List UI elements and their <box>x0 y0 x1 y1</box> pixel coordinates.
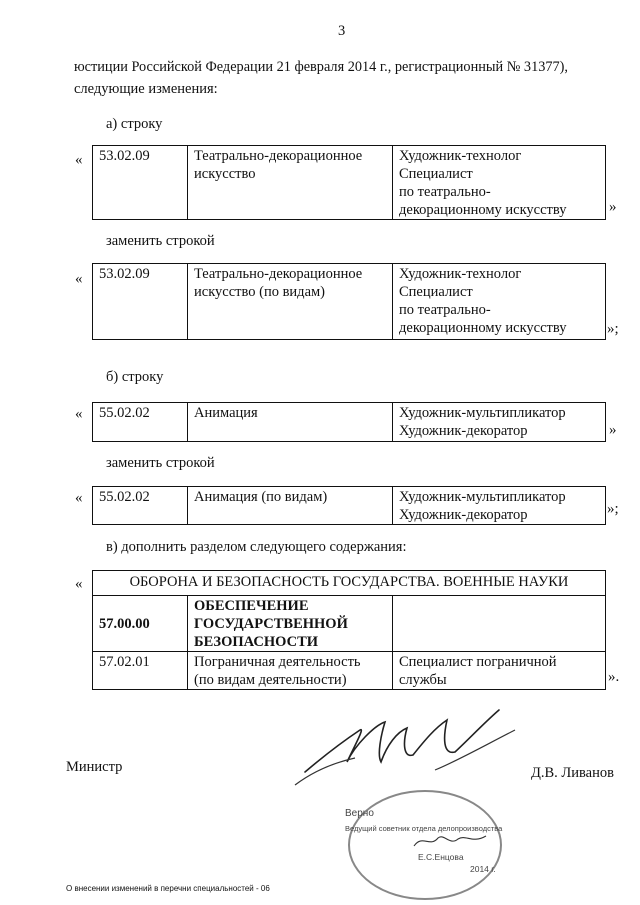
open-quote: « <box>75 490 83 506</box>
table-b-new <box>92 486 606 525</box>
qual-line: декорационному искусству <box>399 202 567 218</box>
name-cell <box>188 264 393 340</box>
qual-line: Специалист <box>399 166 473 182</box>
close-quote: » <box>609 422 617 438</box>
qual-line: Художник-мультипликатор <box>399 489 566 505</box>
qual-line: Специалист <box>399 284 473 300</box>
name-cell <box>188 652 393 690</box>
qualification-cell <box>393 652 606 690</box>
table-row <box>93 487 606 525</box>
code-cell: 53.02.09 <box>93 264 188 340</box>
open-quote: « <box>75 271 83 287</box>
table-header-row <box>93 571 606 596</box>
close-quote: » <box>609 199 617 215</box>
name-cell: Анимация (по видам) <box>188 487 393 525</box>
stamp-text-4: 2014 г. <box>470 864 496 874</box>
name-line: искусство <box>194 166 256 182</box>
qual-line: службы <box>399 672 447 688</box>
code-cell: 57.00.00 <box>93 596 188 652</box>
name-line: Театрально-декорационное <box>194 266 363 282</box>
name-cell <box>188 146 393 220</box>
qual-line: Художник-мультипликатор <box>399 405 566 421</box>
section-b-label: б) строку <box>106 369 164 385</box>
table-row <box>93 403 606 442</box>
replace-label-b: заменить строкой <box>106 455 215 471</box>
qualification-cell <box>393 403 606 442</box>
name-line: ОБЕСПЕЧЕНИЕ <box>194 598 309 614</box>
table-row <box>93 146 606 220</box>
table-a-old <box>92 145 606 220</box>
stamp-text-3: Е.С.Енцова <box>418 852 464 862</box>
qualification-cell <box>393 146 606 220</box>
section-header: ОБОРОНА И БЕЗОПАСНОСТЬ ГОСУДАРСТВА. ВОЕННЫЕ НАУКИ <box>93 571 606 596</box>
close-quote: »; <box>607 321 619 337</box>
section-v-label: в) дополнить разделом следующего содержания: <box>106 539 407 555</box>
stamp-text-1: Верно <box>345 808 374 819</box>
name-cell: Анимация <box>188 403 393 442</box>
name-line: (по видам деятельности) <box>194 672 347 688</box>
table-row <box>93 596 606 652</box>
name-cell <box>188 596 393 652</box>
qual-line: по театрально- <box>399 302 491 318</box>
qual-line: Художник-технолог <box>399 266 522 282</box>
signatory-position: Министр <box>66 759 123 775</box>
name-line: Театрально-декорационное <box>194 148 363 164</box>
name-line: Пограничная деятельность <box>194 654 361 670</box>
table-row <box>93 264 606 340</box>
section-a-label: а) строку <box>106 116 163 132</box>
table-a-new <box>92 263 606 340</box>
name-line: искусство (по видам) <box>194 284 326 300</box>
open-quote: « <box>75 406 83 422</box>
signature-scribble <box>285 700 525 800</box>
code-cell: 55.02.02 <box>93 403 188 442</box>
qual-line: Художник-технолог <box>399 148 522 164</box>
qual-line: Художник-декоратор <box>399 507 528 523</box>
open-quote: « <box>75 152 83 168</box>
close-quote: »; <box>607 501 619 517</box>
replace-label-a: заменить строкой <box>106 233 215 249</box>
name-line: ГОСУДАРСТВЕННОЙ <box>194 616 348 632</box>
name-line: БЕЗОПАСНОСТИ <box>194 634 319 650</box>
close-quote: ». <box>608 669 620 685</box>
open-quote: « <box>75 576 83 592</box>
qual-line: по театрально- <box>399 184 491 200</box>
qualification-cell <box>393 264 606 340</box>
stamp-signature <box>410 830 490 852</box>
table-b-old <box>92 402 606 442</box>
table-row <box>93 652 606 690</box>
code-cell: 55.02.02 <box>93 487 188 525</box>
qual-line: Специалист пограничной <box>399 654 557 670</box>
stamp-text-2: Ведущий советник отдела делопроизводства <box>345 824 503 833</box>
page-number: 3 <box>338 23 346 39</box>
intro-line-2: следующие изменения: <box>74 81 218 97</box>
qual-line: декорационному искусству <box>399 320 567 336</box>
qualification-cell <box>393 596 606 652</box>
table-v <box>92 570 606 690</box>
signatory-name: Д.В. Ливанов <box>531 765 614 781</box>
code-cell: 53.02.09 <box>93 146 188 220</box>
code-cell: 57.02.01 <box>93 652 188 690</box>
qual-line: Художник-декоратор <box>399 423 528 439</box>
footer-note: О внесении изменений в перечни специальностей - 06 <box>66 884 270 893</box>
qualification-cell <box>393 487 606 525</box>
intro-line-1: юстиции Российской Федерации 21 февраля 2014 г., регистрационный № 31377), <box>74 59 569 75</box>
